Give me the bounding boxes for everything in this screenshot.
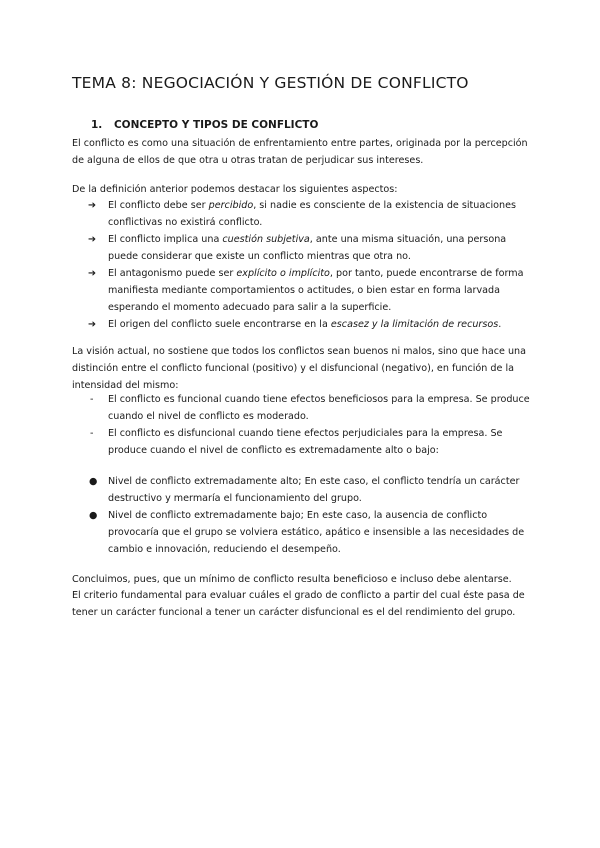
aspect-item: ➔ El antagonismo puede ser explícito o implícito, por tanto, puede encontrarse de forma manifiesta mediante comportamientos o actitudes, o bien estar en forma larvada esperando el momento adecuado para salir a la superficie.	[72, 265, 532, 316]
aspect-item: ➔ El conflicto implica una cuestión subjetiva, ante una misma situación, una persona puede considerar que existe un conflicto mientras que otra no.	[72, 231, 532, 265]
section-heading	[91, 119, 318, 131]
aspect-item: ➔ El conflicto debe ser percibido, si nadie es consciente de la existencia de situaciones conflictivas no existirá conflicto.	[72, 197, 532, 231]
aspect-emphasis: escasez y la limitación de recursos	[330, 319, 499, 330]
dash-marker: -	[90, 394, 94, 405]
aspect-item: ➔ El origen del conflicto suele encontrarse en la escasez y la limitación de recursos.	[72, 316, 532, 333]
bullet-icon: ●	[89, 476, 98, 487]
conflict-level-item: ● Nivel de conflicto extremadamente bajo; En este caso, la ausencia de conflicto provocaría que el grupo se volviera estático, apático e insensible a las necesidades de cambio e innovación, reduciendo el desempeño.	[72, 507, 532, 558]
conflict-levels-list	[72, 473, 532, 558]
aspects-intro: De la definición anterior podemos destacar los siguientes aspectos:	[72, 184, 398, 195]
arrow-icon: ➔	[88, 234, 97, 245]
arrow-icon: ➔	[88, 268, 97, 279]
dash-marker: -	[90, 428, 94, 439]
arrow-icon: ➔	[88, 200, 97, 211]
aspect-emphasis: cuestión subjetiva	[222, 234, 310, 245]
section-number: 1.	[91, 119, 103, 131]
aspect-emphasis: explícito o implícito	[236, 268, 330, 279]
section-title: CONCEPTO Y TIPOS DE CONFLICTO	[113, 119, 319, 131]
bullet-icon: ●	[89, 510, 98, 521]
page-title: TEMA 8: NEGOCIACIÓN Y GESTIÓN DE CONFLICTO	[72, 74, 469, 92]
aspects-list	[72, 197, 532, 333]
conclusion-paragraph: Concluimos, pues, que un mínimo de conflicto resulta beneficioso e incluso debe alentarse.	[72, 574, 512, 585]
criterion-paragraph: El criterio fundamental para evaluar cuáles el grado de conflicto a partir del cual éste pasa de tener un carácter funcional a tener un carácter disfuncional es el del rendimiento del grupo.	[72, 590, 525, 618]
conflict-level-item: ● Nivel de conflicto extremadamente alto; En este caso, el conflicto tendría un carácter destructivo y mermaría el funcionamiento del grupo.	[72, 473, 532, 507]
conflict-types-list	[72, 391, 532, 459]
conflict-type-item: - El conflicto es funcional cuando tiene efectos beneficiosos para la empresa. Se produce cuando el nivel de conflicto es moderado.	[72, 391, 532, 425]
arrow-icon: ➔	[88, 319, 97, 330]
aspect-emphasis: percibido	[208, 200, 254, 211]
intro-paragraph: El conflicto es como una situación de enfrentamiento entre partes, originada por la percepción de alguna de ellos de que otra u otras tratan de perjudicar sus intereses.	[72, 138, 528, 166]
conflict-type-item: - El conflicto es disfuncional cuando tiene efectos perjudiciales para la empresa. Se produce cuando el nivel de conflicto es extremadamente alto o bajo:	[72, 425, 532, 459]
vision-paragraph: La visión actual, no sostiene que todos los conflictos sean buenos ni malos, sino que hace una distinción entre el conflicto funcional (positivo) y el disfuncional (negativo), en función de la intensidad del mismo:	[72, 346, 527, 391]
